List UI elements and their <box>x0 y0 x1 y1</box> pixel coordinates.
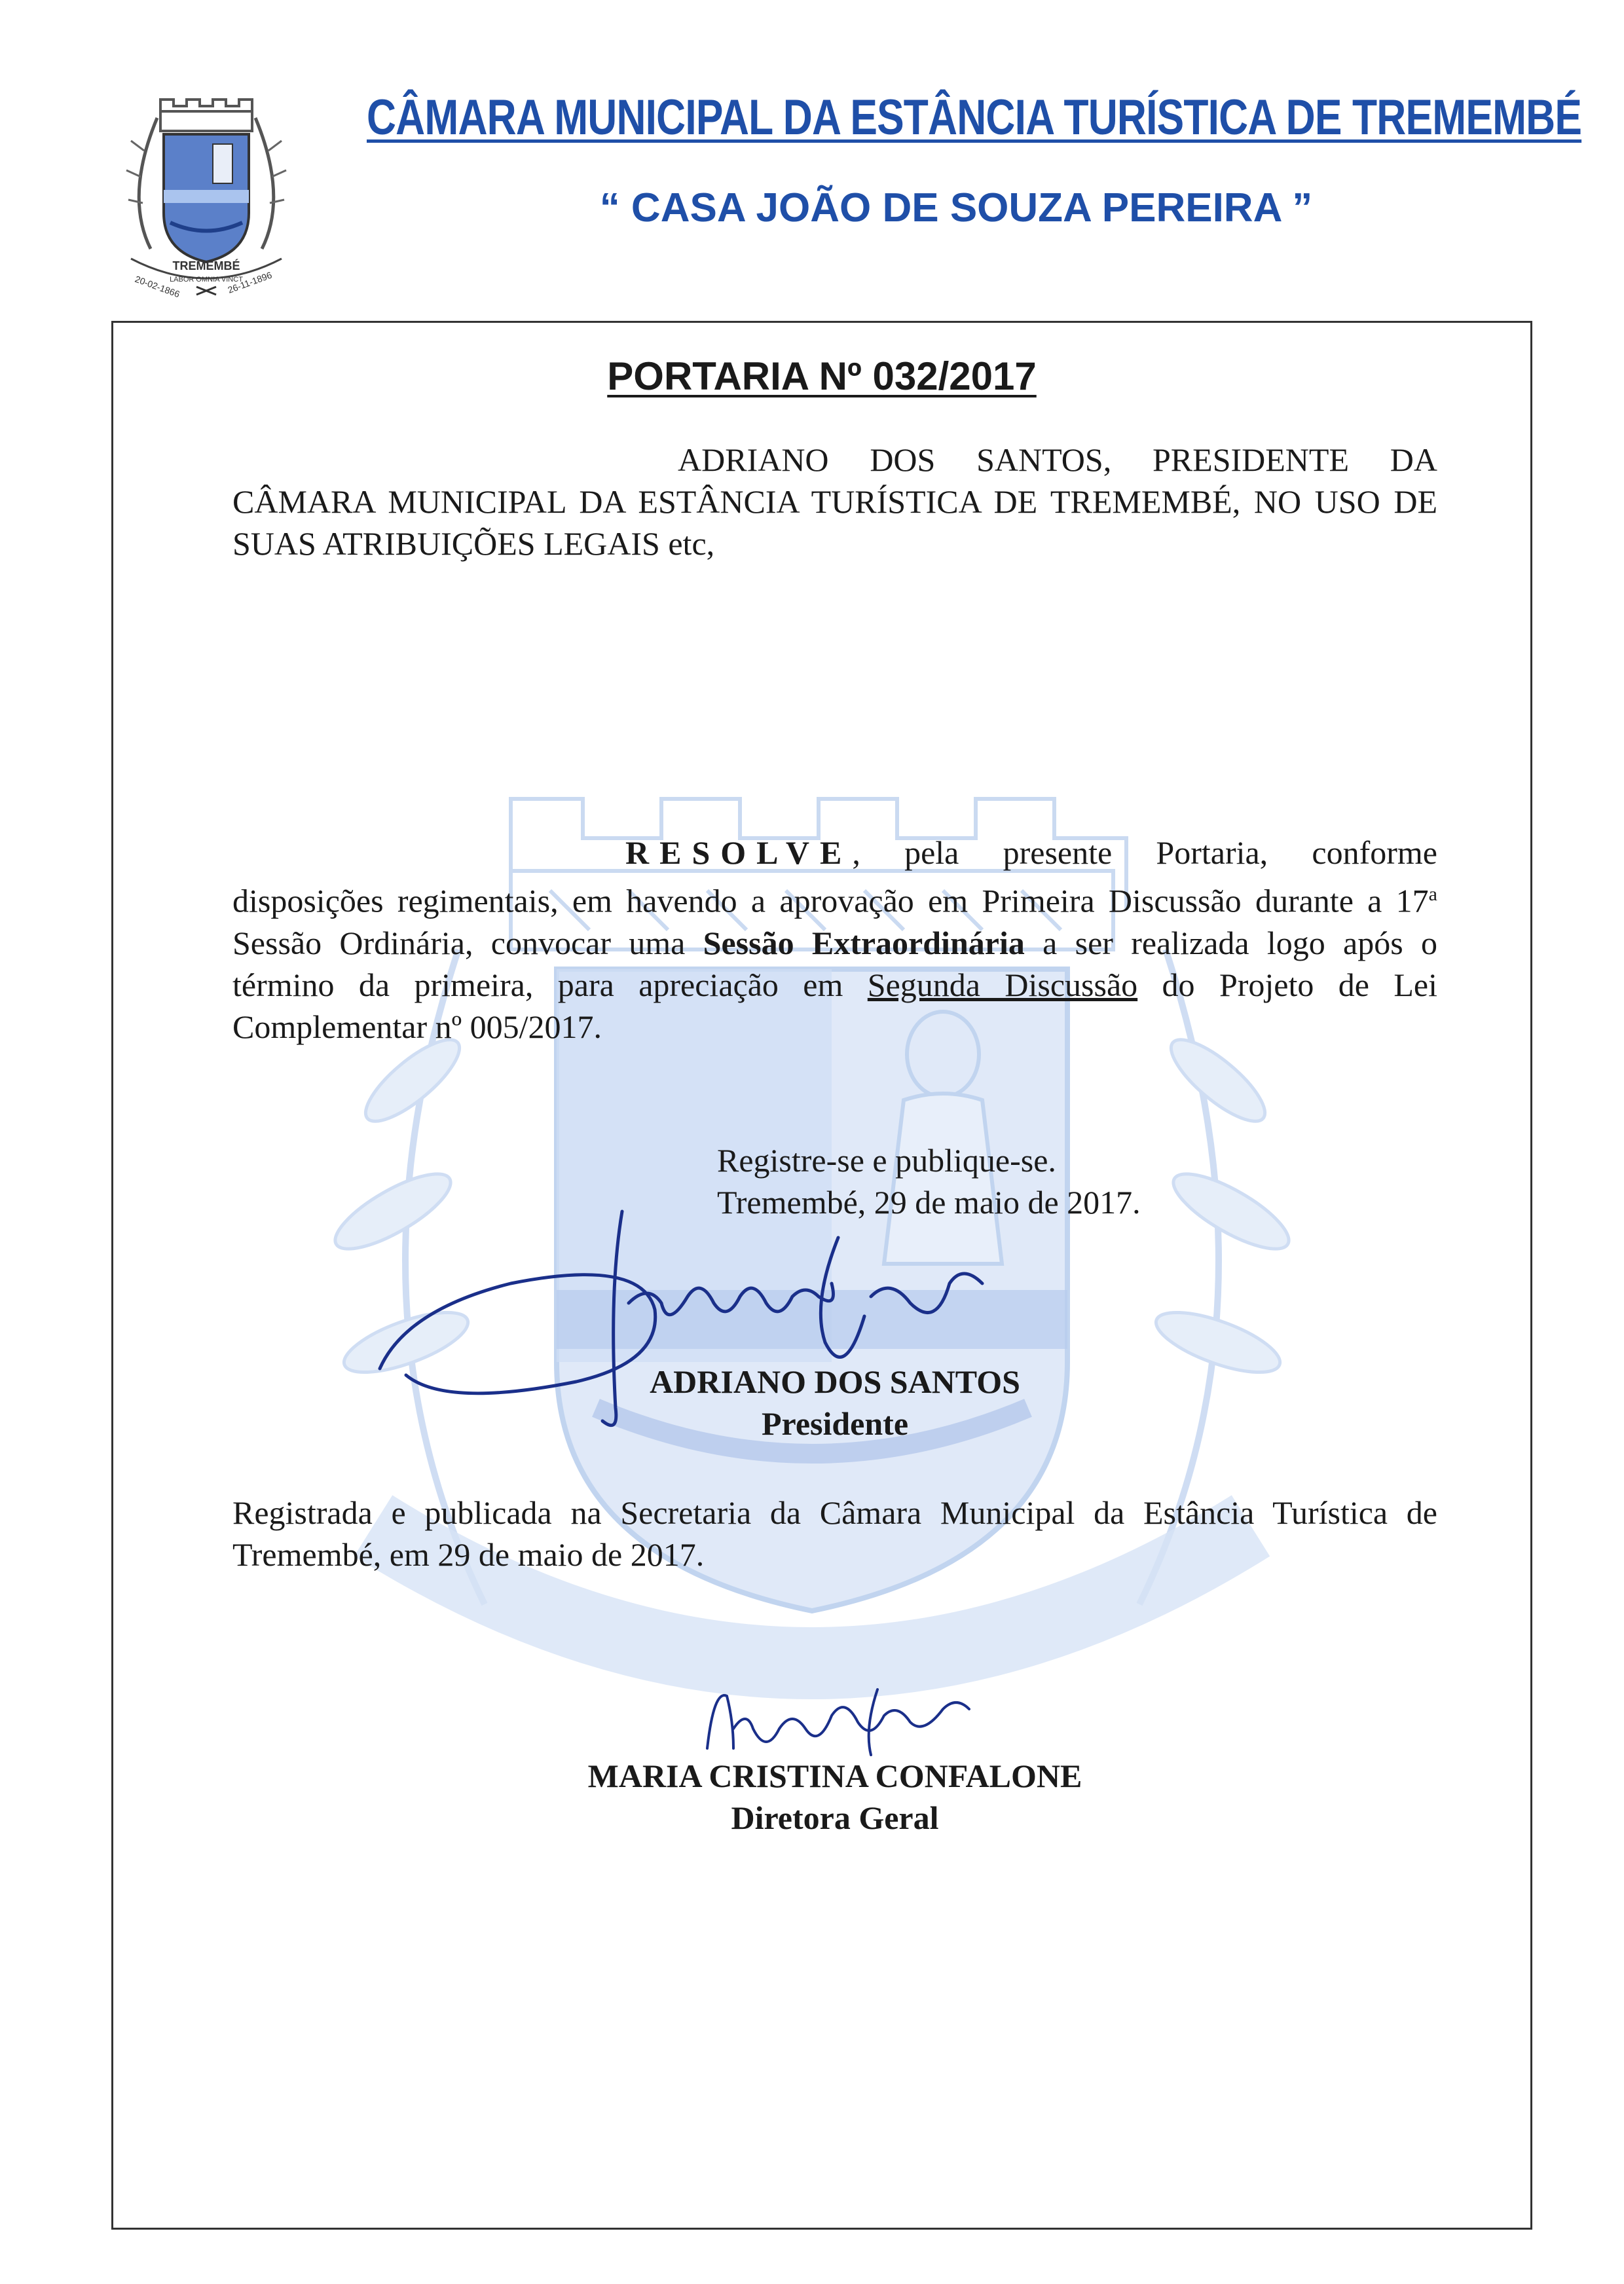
resolve-keyword: RESOLVE <box>625 834 853 871</box>
logo-date-right: 26-11-1896 <box>226 269 274 295</box>
preamble-text: ADRIANO DOS SANTOS, PRESIDENTE DA CÂMARA MUNICIPAL DA ESTÂNCIA TURÍSTICA DE TREMEMBÉ, NO USO DE SUAS ATRIBUIÇÕES LEGAIS etc, <box>232 441 1437 562</box>
registre-line: Registre-se e publique-se. <box>717 1142 1056 1179</box>
resolve-text-2: Sessão Ordinária, convocar uma <box>232 924 703 961</box>
header-title: CÂMARA MUNICIPAL DA ESTÂNCIA TURÍSTICA DE TREMEMBÉ <box>367 90 1582 145</box>
signer1-role: Presidente <box>761 1405 909 1442</box>
logo-name: TREMEMBÉ <box>172 259 240 272</box>
preamble-paragraph <box>232 439 1437 564</box>
resolve-text-3: a ser realizada logo após o término da primeira, para apreciação em <box>232 924 1437 1003</box>
signer2-name: MARIA CRISTINA CONFALONE <box>587 1758 1082 1794</box>
signer1-name: ADRIANO DOS SANTOS <box>650 1363 1020 1400</box>
resolve-bold-sessao: Sessão Extraordinária <box>703 924 1025 961</box>
signer1-block <box>232 1361 1437 1445</box>
header-subtitle: “ CASA JOÃO DE SOUZA PEREIRA ” <box>599 185 1313 230</box>
resolve-text-4: do Projeto de Lei Complementar nº 005/2017. <box>232 966 1437 1045</box>
resolve-paragraph <box>232 832 1437 1048</box>
registrada-paragraph: Registrada e publicada na Secretaria da Câmara Municipal da Estância Turística de Tremembé, em 29 de maio de 2017. <box>232 1494 1437 1573</box>
resolve-text-1: , pela presente Portaria, conforme disposições regimentais, em havendo a aprovação em Primeira Discussão durante a 17 <box>232 834 1437 919</box>
signer2-role: Diretora Geral <box>731 1799 939 1836</box>
logo-date-left: 20-02-1866 <box>133 273 181 300</box>
portaria-number: PORTARIA Nº 032/2017 <box>607 354 1037 398</box>
coat-of-arms-logo <box>98 85 314 308</box>
resolve-underlined: Segunda Discussão <box>867 966 1138 1003</box>
resolve-ordinal: a <box>1428 883 1437 905</box>
place-date-line: Tremembé, 29 de maio de 2017. <box>717 1184 1141 1221</box>
logo-motto: LABOR OMNIA VINCT <box>170 276 243 284</box>
signature-maria <box>694 1676 995 1768</box>
signer2-block <box>232 1755 1437 1839</box>
